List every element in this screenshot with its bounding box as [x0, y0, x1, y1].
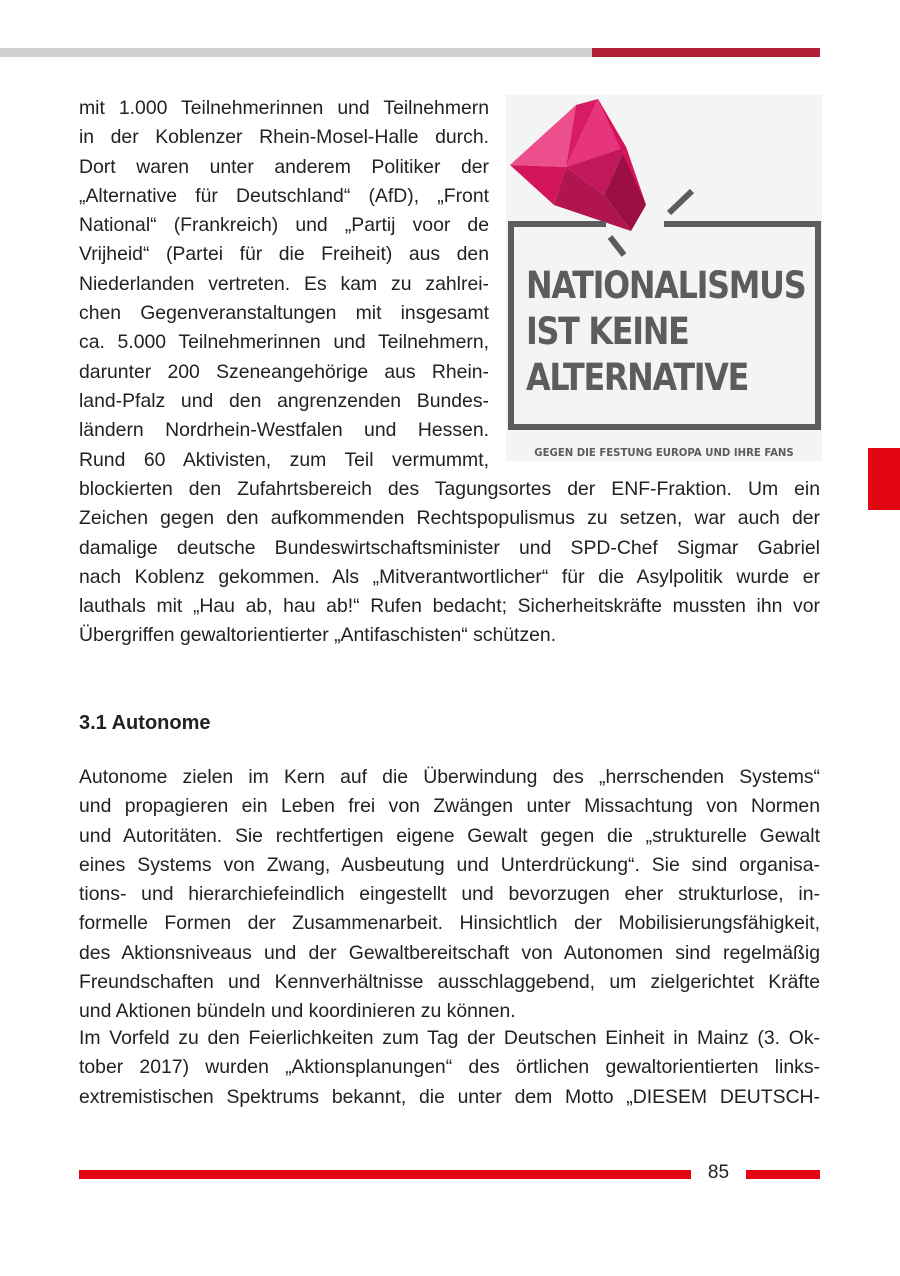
- text-line: ländern Nordrhein-Westfalen und Hessen.: [79, 419, 489, 442]
- text-line: eines Systems von Zwang, Ausbeutung und Unterdrückung“. Sie sind organisa-: [79, 853, 820, 876]
- text-line: Autonome zielen im Kern auf die Überwindung des „herrschenden Systems“: [79, 766, 820, 788]
- einheit-paragraph: [79, 1024, 820, 1112]
- chapter-side-tab: [868, 448, 900, 510]
- header-bar-red: [592, 48, 820, 57]
- text-line: tions- und hierarchiefeindlich eingestellt und bevorzugen eher strukturlose, in-: [79, 883, 820, 906]
- page-number: 85: [707, 1162, 730, 1183]
- text-line: des Aktionsniveaus und der Gewaltbereitschaft von Autonomen sind regelmäßig: [79, 941, 820, 964]
- poster-image: [506, 95, 822, 461]
- poster-spark-line: [669, 191, 692, 213]
- text-line: National“ (Frankreich) und „Partij voor de: [79, 214, 489, 237]
- text-line: formelle Formen der Zusammenarbeit. Hinsichtlich der Mobilisierungsfähigkeit,: [79, 912, 820, 935]
- text-line: nach Koblenz gekommen. Als „Mitverantwortlicher“ für die Asylpolitik wurde er: [79, 565, 820, 588]
- text-line: chen Gegenveranstaltungen mit insgesamt: [79, 302, 489, 325]
- text-line: mit 1.000 Teilnehmerinnen und Teilnehmern: [79, 97, 489, 119]
- text-line: lauthals mit „Hau ab, hau ab!“ Rufen bedacht; Sicherheitskräfte mussten ihn vor: [79, 595, 820, 618]
- poster-spark-line: [610, 237, 624, 255]
- text-line: Freundschaften und Kennverhältnisse ausschlaggebend, um zielgerichtet Kräfte: [79, 971, 820, 994]
- text-line: land-Pfalz und den angrenzenden Bundes-: [79, 389, 489, 412]
- text-line: damalige deutsche Bundeswirtschaftsminister und SPD-Chef Sigmar Gabriel: [79, 536, 820, 559]
- text-line: „Alternative für Deutschland“ (AfD), „Front: [79, 184, 489, 207]
- poster-title: [526, 263, 805, 401]
- text-line: Niederlanden vertreten. Es kam zu zahlrei-: [79, 272, 489, 295]
- text-line: Vrijheid“ (Partei für die Freiheit) aus den: [79, 243, 489, 266]
- footer-bar-right: [746, 1170, 820, 1179]
- text-line: in der Koblenzer Rhein-Mosel-Halle durch.: [79, 126, 489, 149]
- text-line: tober 2017) wurden „Aktionsplanungen“ des örtlichen gewaltorientierten links-: [79, 1056, 820, 1079]
- text-line: blockierten den Zufahrtsbereich des Tagungsortes der ENF-Fraktion. Um ein: [79, 478, 820, 500]
- intro-paragraph: [79, 94, 489, 475]
- text-line: extremistischen Spektrums bekannt, die unter dem Motto „DIESEM DEUTSCH-: [79, 1085, 820, 1108]
- section-heading: 3.1 Autonome: [79, 712, 211, 734]
- autonome-paragraph: [79, 763, 820, 1027]
- text-line: Zeichen gegen den aufkommenden Rechtspopulismus zu setzen, war auch der: [79, 507, 820, 530]
- text-line: Im Vorfeld zu den Feierlichkeiten zum Tag der Deutschen Einheit in Mainz (3. Ok-: [79, 1027, 820, 1049]
- text-line: Dort waren unter anderem Politiker der: [79, 155, 489, 178]
- text-line: und Autoritäten. Sie rechtfertigen eigene Gewalt gegen die „strukturelle Gewalt: [79, 824, 820, 847]
- text-line: Übergriffen gewaltorientierter „Antifaschisten“ schützen.: [79, 624, 557, 647]
- poster-triangle-shard: [510, 105, 576, 167]
- poster-title-line: NATIONALISMUS: [526, 264, 806, 307]
- text-line: ca. 5.000 Teilnehmerinnen und Teilnehmern,: [79, 331, 489, 354]
- poster-subtitle: GEGEN DIE FESTUNG EUROPA UND IHRE FANS: [534, 446, 794, 459]
- text-line: darunter 200 Szeneangehörige aus Rhein-: [79, 360, 489, 383]
- text-line: und Aktionen bündeln und koordinieren zu können.: [79, 1000, 516, 1023]
- header-bar-grey: [0, 48, 592, 57]
- poster-title-line: ALTERNATIVE: [526, 356, 749, 399]
- intro-paragraph-continuation: [79, 475, 820, 651]
- text-line: und propagieren ein Leben frei von Zwängen unter Missachtung von Normen: [79, 795, 820, 818]
- text-line: Rund 60 Aktivisten, zum Teil vermummt,: [79, 448, 489, 471]
- footer-bar-left: [79, 1170, 691, 1179]
- poster-title-line: IST KEINE: [526, 310, 689, 353]
